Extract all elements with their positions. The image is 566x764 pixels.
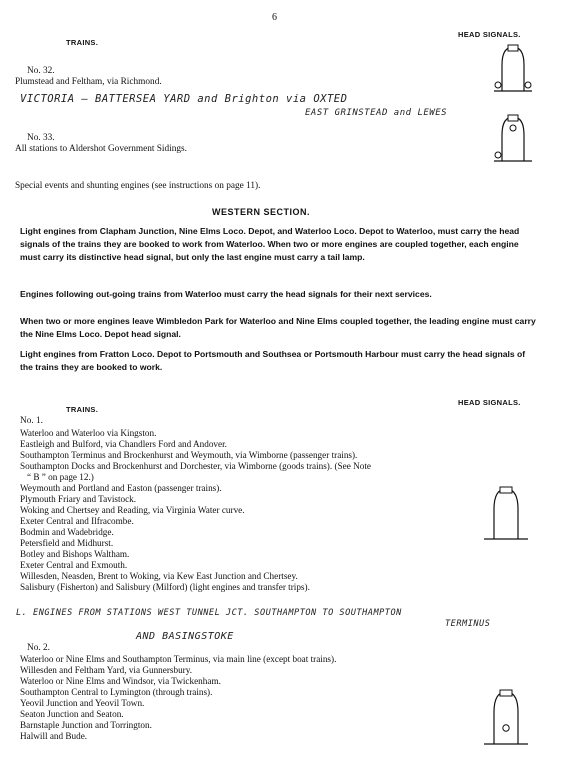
- list-item: Weymouth and Portland and Easton (passenger trains).: [20, 483, 222, 493]
- no2-route-list: [20, 654, 490, 742]
- head-signals-header-2: HEAD SIGNALS.: [458, 398, 521, 407]
- list-item: Halwill and Bude.: [20, 731, 88, 741]
- western-section-title: WESTERN SECTION.: [212, 207, 311, 217]
- trains-header: TRAINS.: [66, 38, 99, 47]
- list-item: Eastleigh and Bulford, via Chandlers Ford and Andover.: [20, 439, 227, 449]
- list-item: Botley and Bishops Waltham.: [20, 549, 130, 559]
- head-signals-header: HEAD SIGNALS.: [458, 30, 521, 39]
- list-item: Exeter Central and Ilfracombe.: [20, 516, 134, 526]
- list-item: Barnstaple Junction and Torrington.: [20, 720, 152, 730]
- no1-number: No. 1.: [20, 416, 43, 426]
- list-item: Yeovil Junction and Yeovil Town.: [20, 698, 145, 708]
- list-item: Willesden, Neasden, Brent to Woking, via Kew East Junction and Chertsey.: [20, 571, 298, 581]
- list-item: Petersfield and Midhurst.: [20, 538, 114, 548]
- list-item: Willesden and Feltham Yard, via Gunnersbury.: [20, 665, 193, 675]
- list-item: Waterloo or Nine Elms and Windsor, via Twickenham.: [20, 676, 221, 686]
- no32-handwritten-1: VICTORIA — BATTERSEA YARD and Brighton via OXTED: [20, 93, 348, 105]
- no32-handwritten-2: EAST GRINSTEAD and LEWES: [305, 108, 448, 118]
- no33-number: No. 33.: [27, 133, 55, 143]
- special-events-note: Special events and shunting engines (see instructions on page 11).: [15, 181, 261, 191]
- headsignal-no2-icon: [478, 688, 534, 750]
- western-para-2: Engines following out-going trains from Waterloo must carry the head signals for their next services.: [20, 289, 432, 299]
- list-item: Waterloo or Nine Elms and Southampton Terminus, via main line (except boat trains).: [20, 654, 337, 664]
- list-item: Southampton Terminus and Brockenhurst and Weymouth, via Wimborne (passenger trains).: [20, 450, 358, 460]
- trains-header-2: TRAINS.: [66, 405, 99, 414]
- list-item: Exeter Central and Exmouth.: [20, 560, 128, 570]
- list-item: Plymouth Friary and Tavistock.: [20, 494, 137, 504]
- no1-handwritten-1: L. ENGINES FROM STATIONS WEST TUNNEL JCT. SOUTHAMPTON TO SOUTHAMPTON: [16, 608, 402, 618]
- list-item: “ B ” on page 12.): [27, 472, 94, 482]
- list-item: Woking and Chertsey and Reading, via Virginia Water curve.: [20, 505, 245, 515]
- no1-route-list: [20, 428, 490, 593]
- list-item: Seaton Junction and Seaton.: [20, 709, 124, 719]
- list-item: Bodmin and Wadebridge.: [20, 527, 114, 537]
- no33-route: All stations to Aldershot Government Sidings.: [15, 144, 187, 154]
- no1-handwritten-2: TERMINUS: [445, 619, 491, 629]
- no32-number: No. 32.: [27, 66, 55, 76]
- no2-handwritten: AND BASINGSTOKE: [136, 631, 234, 642]
- list-item: Salisbury (Fisherton) and Salisbury (Milford) (light engines and transfer trips).: [20, 582, 310, 592]
- western-para-3: When two or more engines leave Wimbledon Park for Waterloo and Nine Elms coupled together, the leading engine must carry the Nine Elms Loco. Depot head signal.: [20, 316, 536, 339]
- list-item: Southampton Docks and Brockenhurst and Dorchester, via Wimborne (goods trains). (See Note: [20, 461, 371, 471]
- western-para-1: Light engines from Clapham Junction, Nine Elms Loco. Depot, and Waterloo Loco. Depot to Waterloo, must carry the head signals of the trains they are booked to work from Waterloo. When two or more engines are coupled together, each engine must carry its distinctive head signal, but only the last engine must carry a tail lamp.: [20, 226, 520, 262]
- western-para-4: Light engines from Fratton Loco. Depot to Portsmouth and Southsea or Portsmouth Harbour must carry the head signals of the trains they are booked to work.: [20, 349, 526, 372]
- headsignal-no32-icon: [488, 43, 538, 97]
- no2-number: No. 2.: [27, 643, 50, 653]
- list-item: Southampton Central to Lymington (through trains).: [20, 687, 213, 697]
- headsignal-no33-icon: [488, 113, 538, 167]
- no32-route: Plumstead and Feltham, via Richmond.: [15, 77, 162, 87]
- headsignal-no1-icon: [478, 485, 534, 545]
- page-number: 6: [272, 12, 277, 23]
- list-item: Waterloo and Waterloo via Kingston.: [20, 428, 157, 438]
